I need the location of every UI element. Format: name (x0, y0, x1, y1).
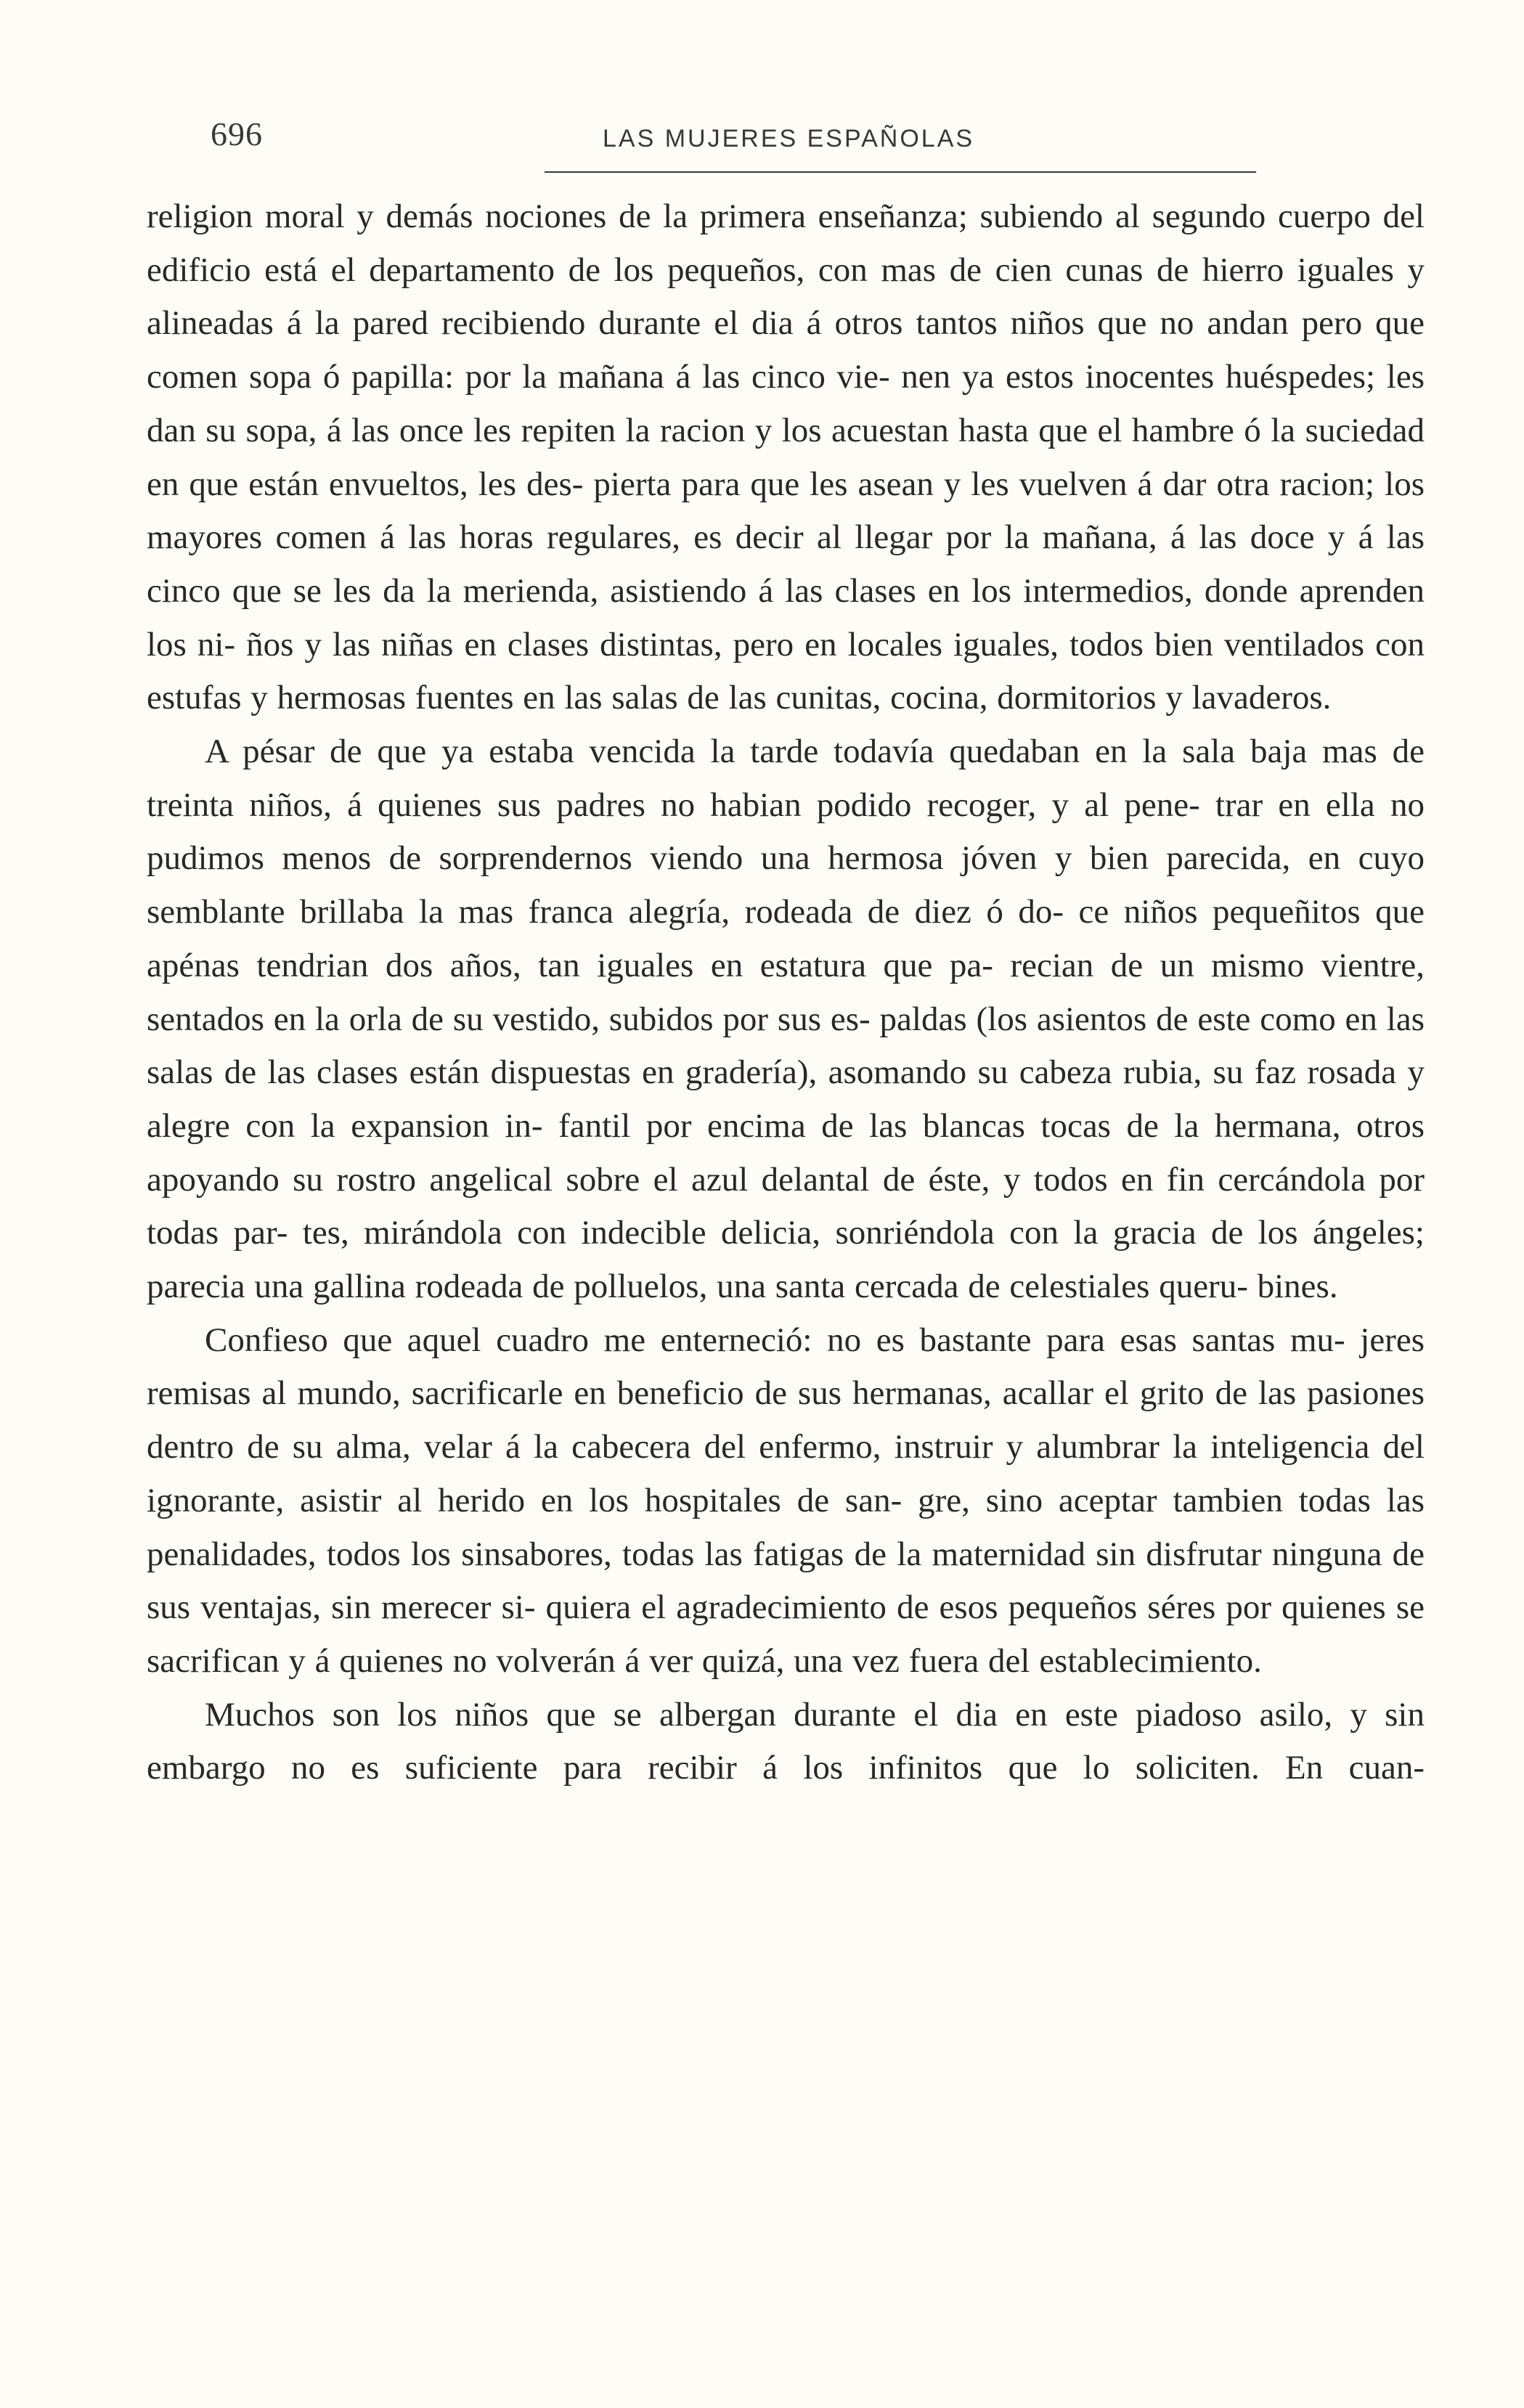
paragraph-2: A pésar de que ya estaba vencida la tarde todavía quedaban en la sala baja mas de treinta niños, á quienes sus padres no habian podido recoger, y al pene- trar en ella no pudimos menos de sorprendernos viendo una hermosa jóven y bien parecida, en cuyo semblante brillaba la mas franca alegría, rodeada de diez ó do- ce niños pequeñitos que apénas tendrian dos años, tan iguales en estatura que pa- recian de un mismo vientre, sentados en la orla de su vestido, subidos por sus es- paldas (los asientos de este como en las salas de las clases están dispuestas en gradería), asomando su cabeza rubia, su faz rosada y alegre con la expansion in- fantil por encima de las blancas tocas de la hermana, otros apoyando su rostro angelical sobre el azul delantal de éste, y todos en fin cercándola por todas par- tes, mirándola con indecible delicia, sonriéndola con la gracia de los ángeles; parecia una gallina rodeada de polluelos, una santa cercada de celestiales queru- bines. (147, 732, 1425, 1306)
page-header (211, 109, 1430, 174)
paragraph-4: Muchos son los niños que se albergan durante el dia en este piadoso asilo, y sin embargo no es suficiente para recibir á los infinitos que lo soliciten. En cuan- (147, 1695, 1425, 1787)
page-number: 696 (211, 115, 263, 152)
paragraph-3: Confieso que aquel cuadro me enterneció: no es bastante para esas santas mu- jeres remisas al mundo, sacrificarle en beneficio de sus hermanas, acallar el grito de las pasiones dentro de su alma, velar á la cabecera del enfermo, instruir y alumbrar la inteligencia del ignorante, asistir al herido en los hospitales de san- gre, sino aceptar tambien todas las penalidades, todos los sinsabores, todas las fatigas de la maternidad sin disfrutar ninguna de sus ventajas, sin merecer si- quiera el agradecimiento de esos pequeños séres por quienes se sacrifican y á quienes no volverán á ver quizá, una vez fuera del establecimiento. (147, 1321, 1425, 1680)
running-title: LAS MUJERES ESPAÑOLAS (603, 125, 975, 152)
body-text (147, 190, 1425, 1795)
paragraph-1: religion moral y demás nociones de la primera enseñanza; subiendo al segundo cuerpo del edificio está el departamento de los pequeños, con mas de cien cunas de hierro iguales y alineadas á la pared recibiendo durante el dia á otros tantos niños que no andan pero que comen sopa ó papilla: por la mañana á las cinco vie- nen ya estos inocentes huéspedes; les dan su sopa, á las once les repiten la racion y los acuestan hasta que el hambre ó la suciedad en que están envueltos, les des- pierta para que les asean y les vuelven á dar otra racion; los mayores comen á las horas regulares, es decir al llegar por la mañana, á las doce y á las cinco que se les da la merienda, asistiendo á las clases en los intermedios, donde aprenden los ni- ños y las niñas en clases distintas, pero en locales iguales, todos bien ventilados con estufas y hermosas fuentes en las salas de las cunitas, cocina, dormitorios y lavaderos. (147, 197, 1425, 717)
header-rule (545, 171, 1256, 173)
